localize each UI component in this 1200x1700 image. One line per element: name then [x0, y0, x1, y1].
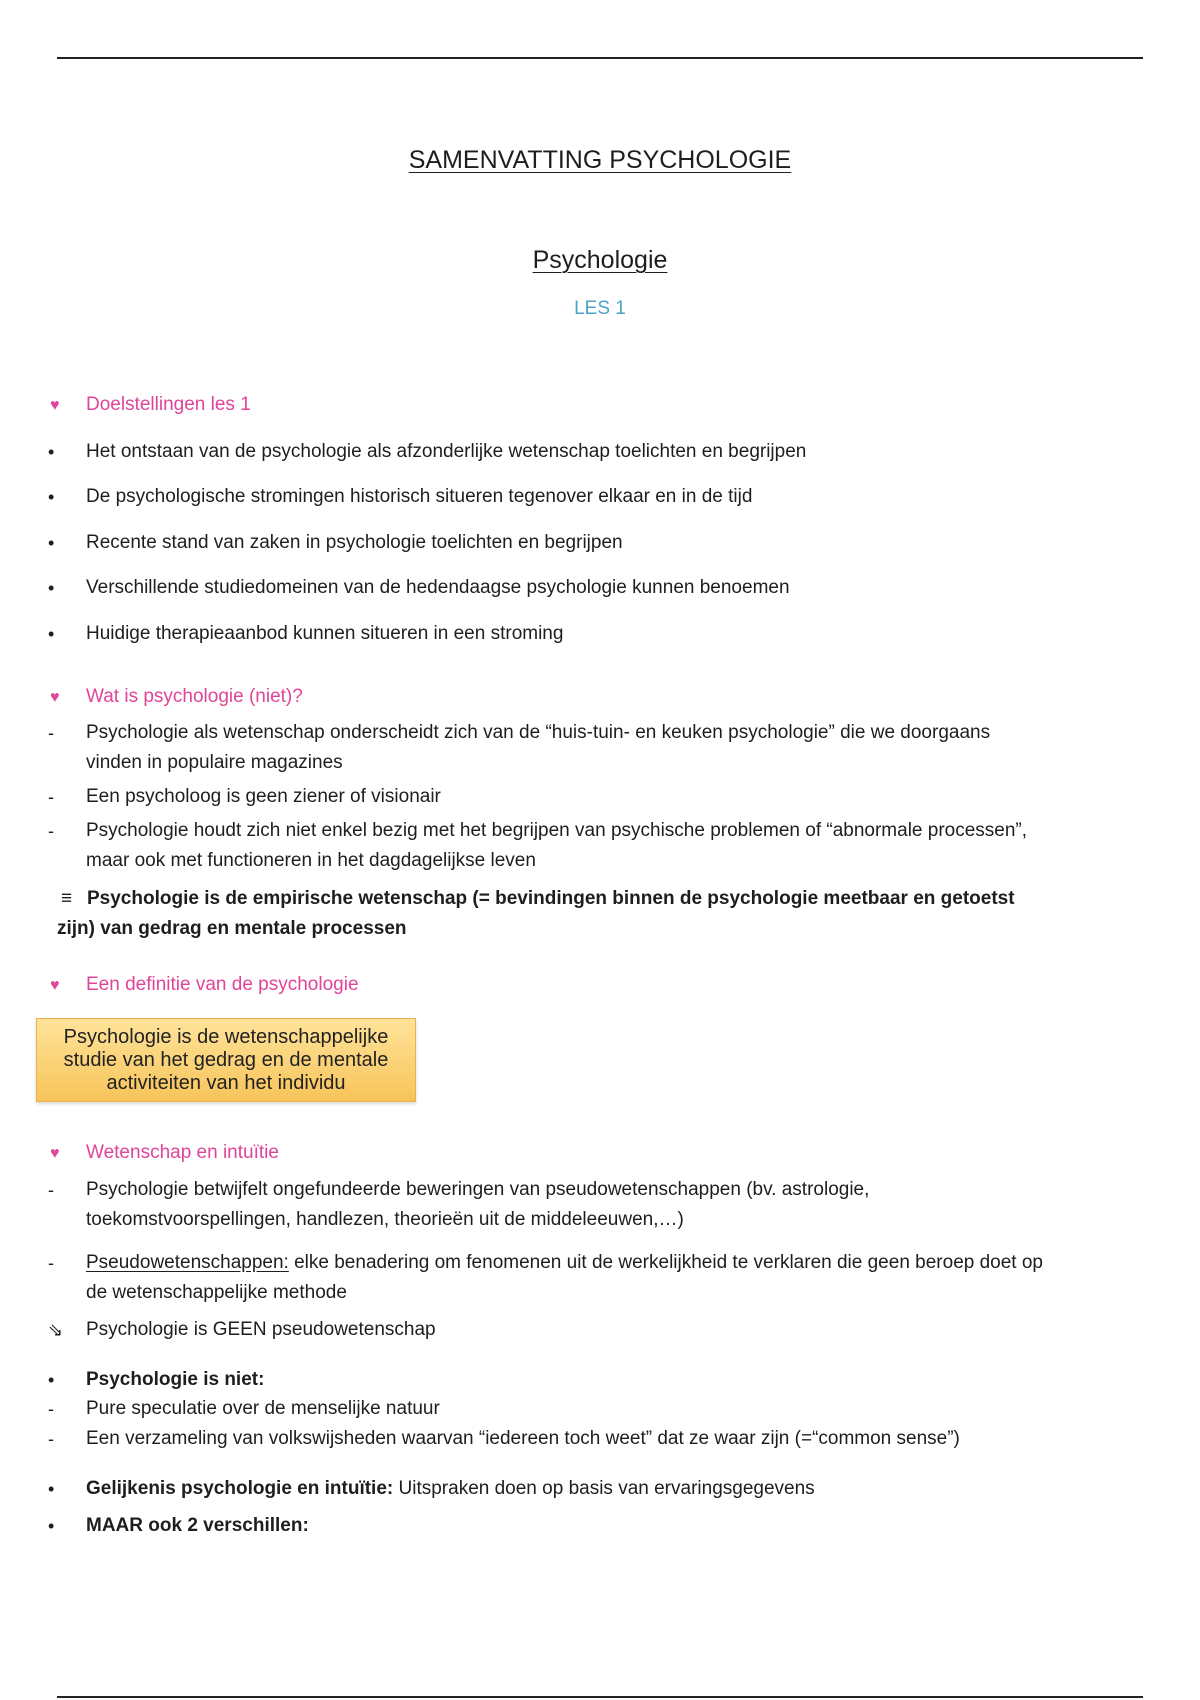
lesson-label: LES 1 — [574, 298, 626, 319]
chapter-title: Psychologie — [532, 246, 668, 274]
bullet-icon: • — [48, 1370, 55, 1390]
list-item: • Psychologie is niet: — [48, 1365, 1050, 1395]
dash-icon: - — [48, 1253, 54, 1273]
list-item: - Pure speculatie over de menselijke natuur — [48, 1394, 1050, 1424]
list-item: - Pseudowetenschappen: elke benadering om fenomenen uit de werkelijkheid te verklaren die geen beroep doet op de wetenschappelijke methode — [48, 1248, 1050, 1308]
list-item: • MAAR ook 2 verschillen: — [48, 1511, 1050, 1541]
section-heading-definition: ♥ Een definitie van de psychologie — [50, 974, 359, 995]
dash-icon: - — [48, 821, 54, 841]
list-item: • Verschillende studiedomeinen van de hedendaagse psychologie kunnen benoemen — [48, 573, 1050, 603]
term-pseudowetenschappen: Pseudowetenschappen: — [86, 1252, 289, 1273]
list-item: • Huidige therapieaanbod kunnen situeren in een stroming — [48, 619, 1050, 649]
header-rule — [57, 57, 1143, 59]
bullet-icon: • — [48, 442, 55, 462]
list-item: - Een psycholoog is geen ziener of visionair — [48, 782, 1050, 812]
list-item: • De psychologische stromingen historisch situeren tegenover elkaar en in de tijd — [48, 482, 1050, 512]
dash-icon: - — [48, 787, 54, 807]
section-heading-science: ♥ Wetenschap en intuïtie — [50, 1142, 279, 1163]
bullet-icon: • — [48, 578, 55, 598]
dash-icon: - — [48, 1399, 54, 1419]
list-item: - Psychologie houdt zich niet enkel bezig met het begrijpen van psychische problemen of “abnormale processen”, maar ook met functioneren in het dagdagelijkse leven — [48, 816, 1050, 876]
bullet-icon: • — [48, 1516, 55, 1536]
heart-icon: ♥ — [50, 1145, 60, 1162]
heart-icon: ♥ — [50, 397, 60, 414]
list-item: • Het ontstaan van de psychologie als afzonderlijke wetenschap toelichten en begrijpen — [48, 437, 1050, 467]
equivalence-icon: ≡ — [61, 888, 73, 909]
list-item: - Een verzameling van volkswijsheden waarvan “iedereen toch weet” dat ze waar zijn (=“common sense”) — [48, 1424, 1050, 1454]
dash-icon: - — [48, 1429, 54, 1449]
list-item: - Psychologie betwijfelt ongefundeerde beweringen van pseudowetenschappen (bv. astrologie, toekomstvoorspellingen, handlezen, theorieën uit de middeleeuwen,…) — [48, 1175, 1050, 1235]
conclusion: ≡ Psychologie is de empirische wetenschap (= bevindingen binnen de psychologie meetbaar en getoetst zijn) van gedrag en mentale processen — [57, 884, 1050, 944]
dash-icon: - — [48, 1180, 54, 1200]
arrow-icon: ⇘ — [48, 1320, 64, 1340]
list-item: - Psychologie als wetenschap onderscheidt zich van de “huis-tuin- en keuken psychologie” die we doorgaans vinden in populaire magazines — [48, 718, 1050, 778]
heart-icon: ♥ — [50, 977, 60, 994]
definition-box: Psychologie is de wetenschappelijke studie van het gedrag en de mentale activiteiten van het individu — [36, 1018, 416, 1102]
document-title: SAMENVATTING PSYCHOLOGIE — [408, 146, 792, 174]
dash-icon: - — [48, 723, 54, 743]
footer-rule — [57, 1696, 1143, 1698]
bullet-icon: • — [48, 533, 55, 553]
bullet-icon: • — [48, 624, 55, 644]
section-heading-what-is: ♥ Wat is psychologie (niet)? — [50, 686, 303, 707]
heart-icon: ♥ — [50, 689, 60, 706]
bullet-icon: • — [48, 487, 55, 507]
list-item: ⇘ Psychologie is GEEN pseudowetenschap — [48, 1315, 1050, 1345]
section-heading-goals: ♥ Doelstellingen les 1 — [50, 394, 251, 415]
list-item: • Recente stand van zaken in psychologie toelichten en begrijpen — [48, 528, 1050, 558]
bullet-icon: • — [48, 1479, 55, 1499]
list-item: • Gelijkenis psychologie en intuïtie: Uitspraken doen op basis van ervaringsgegevens — [48, 1474, 1050, 1504]
